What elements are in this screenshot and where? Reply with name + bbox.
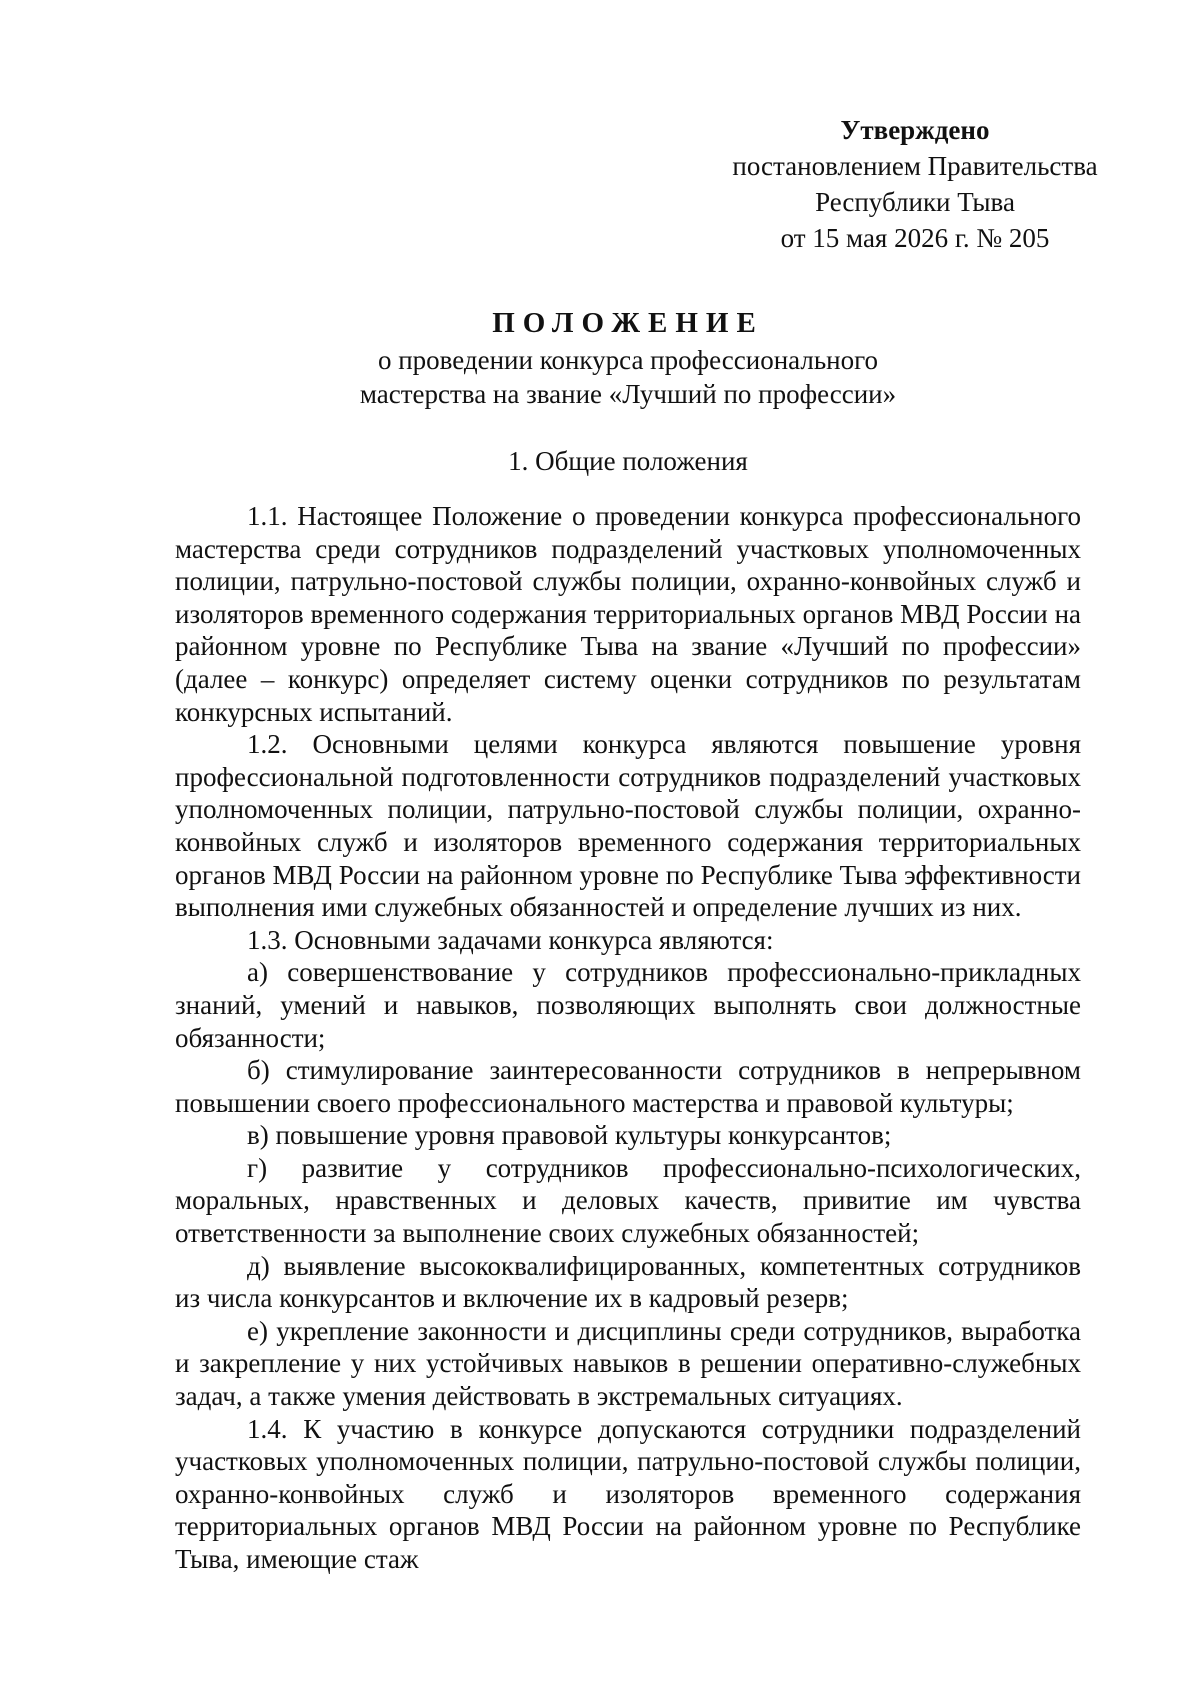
list-item-d: д) выявление высококвалифицированных, компетентных сотрудников из числа конкурсантов и включение их в кадровый резерв; bbox=[175, 1250, 1081, 1314]
list-item-b: б) стимулирование заинтересованности сотрудников в непрерывном повышении своего профессионального мастерства и правовой культуры; bbox=[175, 1055, 1081, 1118]
document-subtitle-line-1: о проведении конкурса профессионального bbox=[377, 345, 879, 375]
document-title: ПОЛОЖЕНИЕ bbox=[492, 307, 764, 339]
paragraph-1-1: 1.1. Настоящее Положение о проведении конкурса профессионального мастерства среди сотрудников подразделений участковых уполномоченных полиции, патрульно-постовой службы полиции, охранно-конвойных служб и изоляторов временного содержания территориальных органов МВД России на районном уровне по Республике Тыва на звание «Лучший по профессии» (далее – конкурс) определяет систему оценки сотрудников по результатам конкурсных испытаний. bbox=[175, 501, 1081, 727]
list-item-v: в) повышение уровня правовой культуры конкурсантов; bbox=[247, 1120, 892, 1151]
approval-line-decree: постановлением Правительства bbox=[732, 151, 1098, 181]
list-item-a: а) совершенствование у сотрудников профессионально-прикладных знаний, умений и навыков, позволяющих выполнять свои должностные обязанности; bbox=[175, 957, 1081, 1053]
approval-line-date-number: от 15 мая 2026 г. № 205 bbox=[780, 223, 1050, 253]
list-item-e: е) укрепление законности и дисциплины среди сотрудников, выработка и закрепление у них устойчивых навыков в решении оперативно-служебных задач, а также умения действовать в экстремальных ситуациях. bbox=[175, 1315, 1081, 1412]
list-item-g: г) развитие у сотрудников профессионально-психологических, моральных, нравственных и деловых качеств, привитие им чувства ответственности за выполнение своих служебных обязанностей; bbox=[175, 1152, 1081, 1249]
paragraph-1-3: 1.3. Основными задачами конкурса являются: bbox=[247, 924, 774, 955]
paragraph-1-2: 1.2. Основными целями конкурса являются повышение уровня профессиональной подготовленности сотрудников подразделений участковых уполномоченных полиции, патрульно-постовой службы полиции, охранно-конвойных служб и изоляторов временного содержания территориальных органов МВД России на районном уровне по Республике Тыва эффективности выполнения ими служебных обязанностей и определение лучших из них. bbox=[175, 729, 1081, 923]
document-subtitle-line-2: мастерства на звание «Лучший по профессии» bbox=[359, 379, 897, 409]
approval-line-approved: Утверждено bbox=[840, 115, 990, 145]
paragraph-1-4: 1.4. К участию в конкурсе допускаются сотрудники подразделений участковых уполномоченных полиции, патрульно-постовой службы полиции, охранно-конвойных служб и изоляторов временного содержания территориальных органов МВД России на районном уровне по Республике Тыва, имеющие стаж bbox=[175, 1413, 1081, 1574]
document-body bbox=[175, 500, 1081, 1576]
section-heading: 1. Общие положения bbox=[508, 446, 748, 476]
document-title-block bbox=[175, 305, 1081, 411]
approval-stamp bbox=[700, 112, 1130, 256]
approval-line-republic: Республики Тыва bbox=[815, 187, 1015, 217]
